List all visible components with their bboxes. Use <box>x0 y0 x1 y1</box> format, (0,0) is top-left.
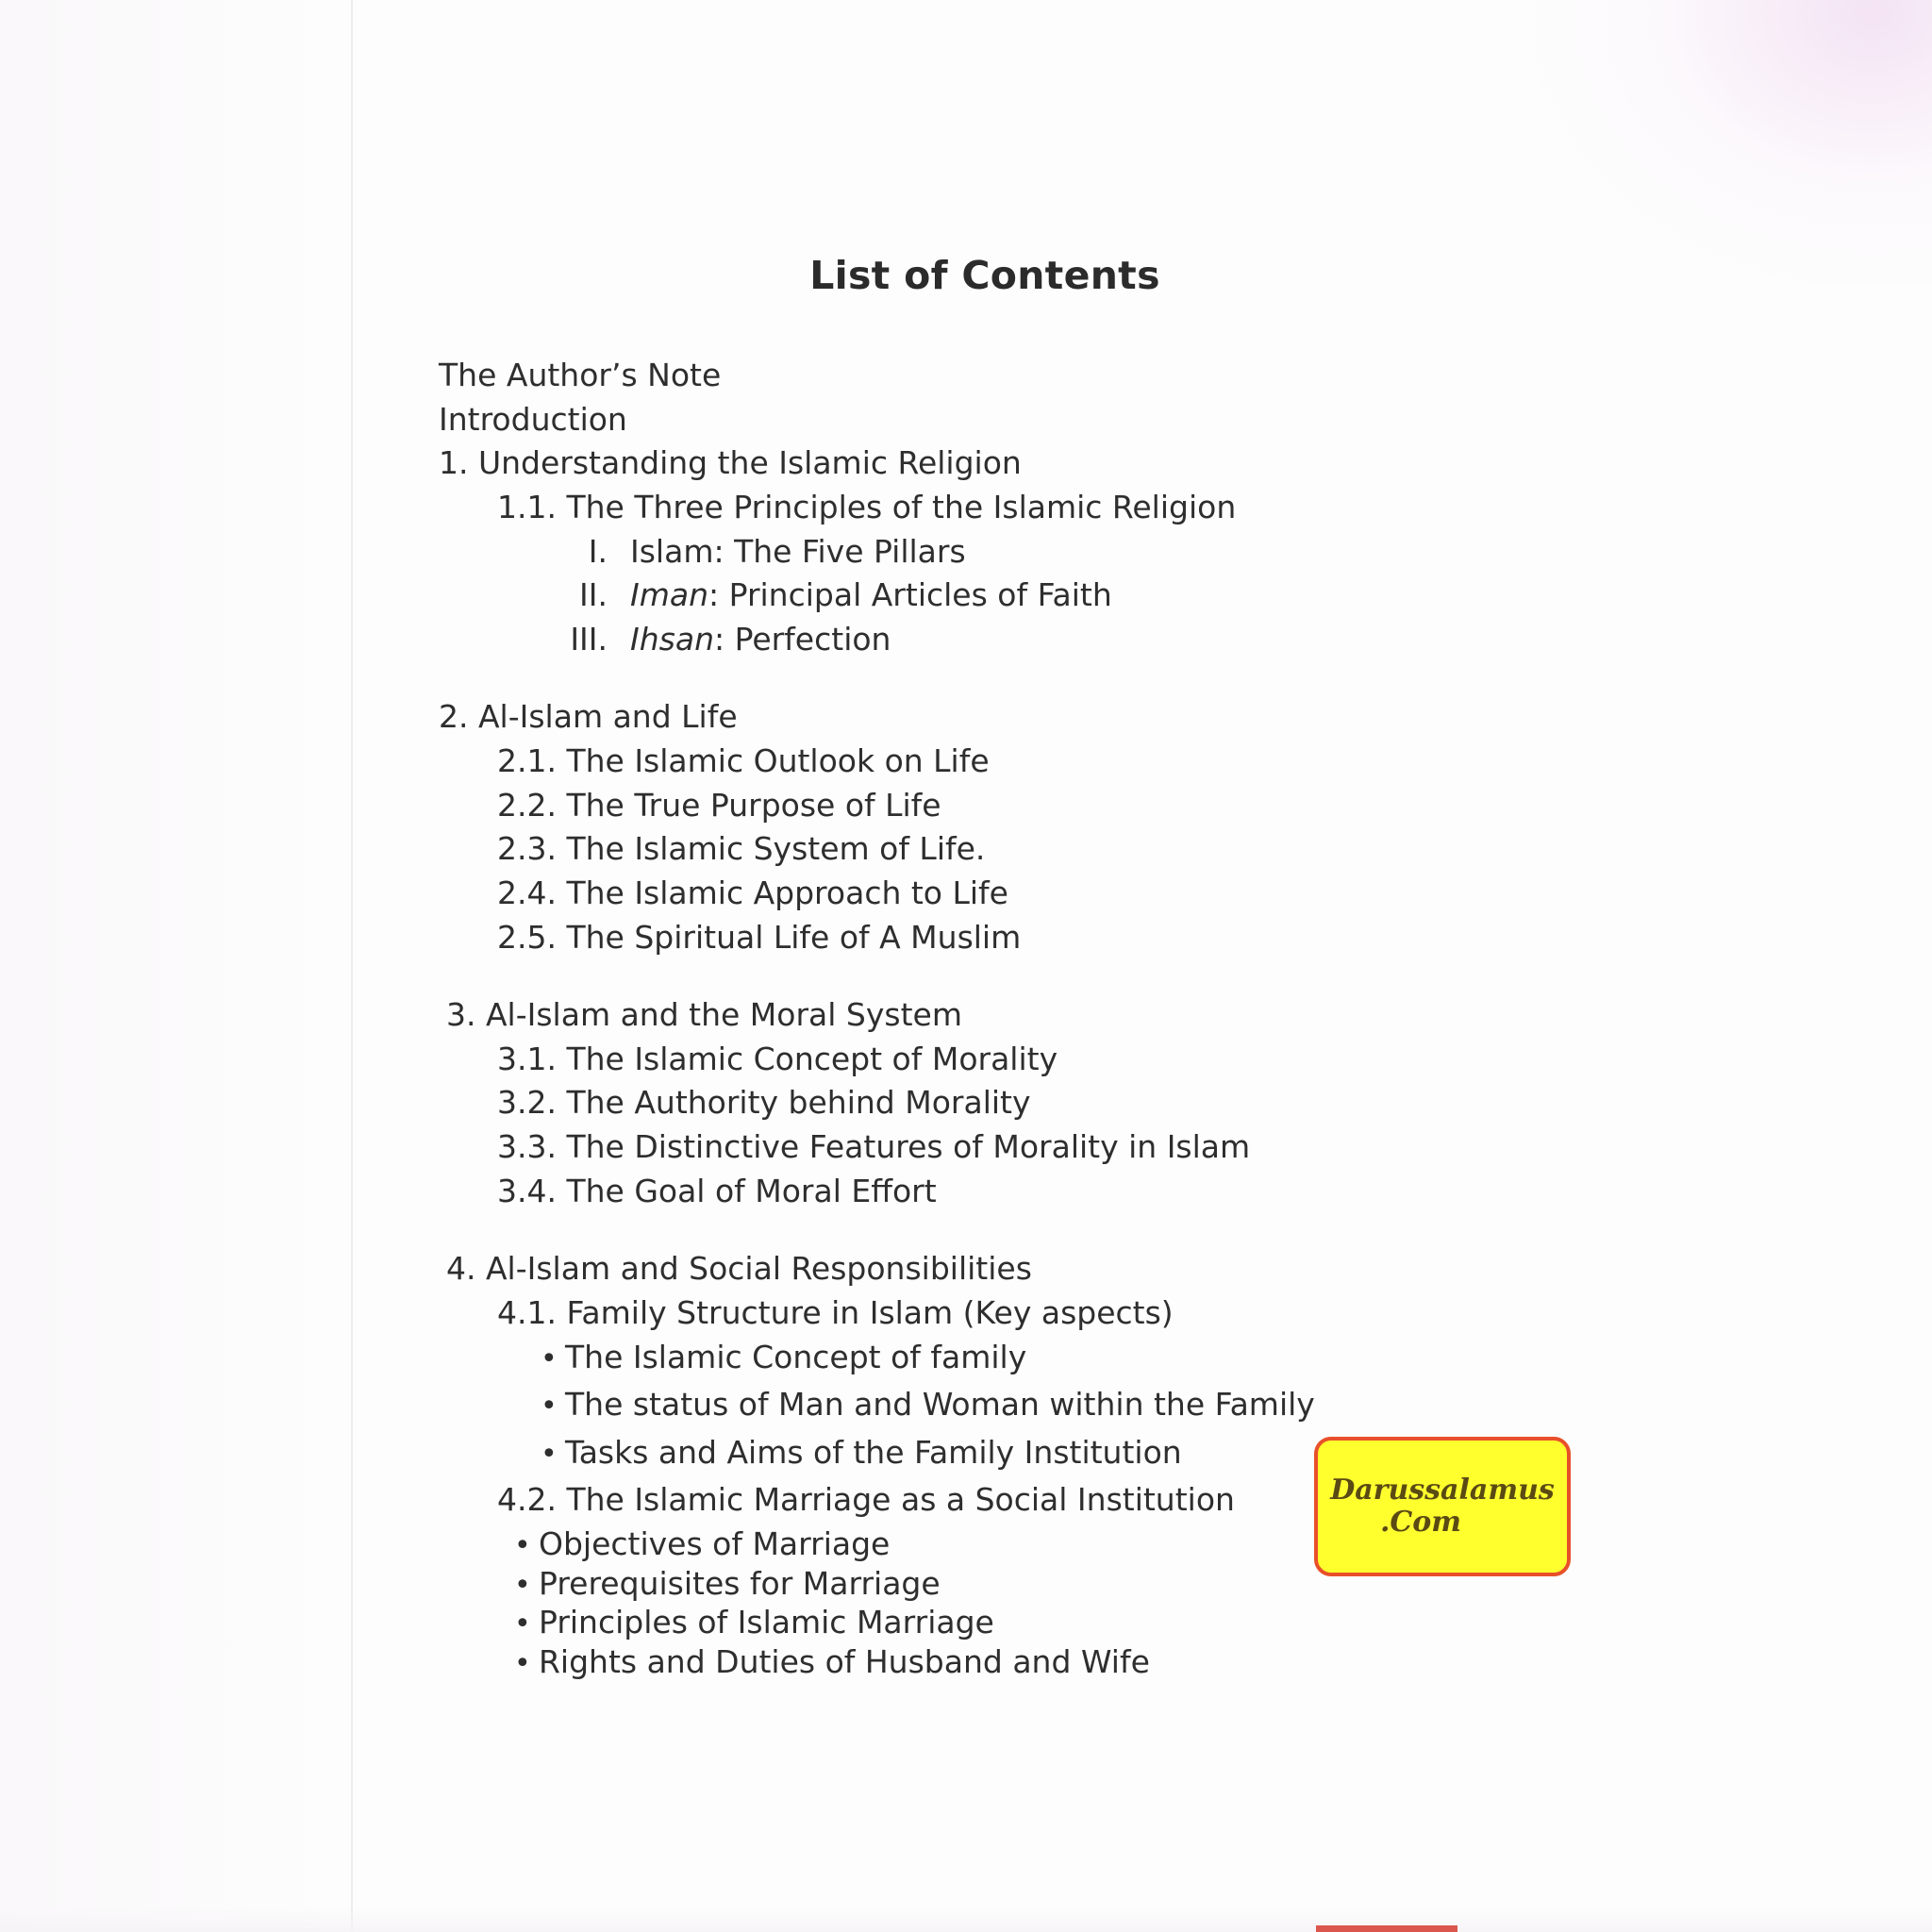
toc-bullet-item[interactable] <box>514 1564 1932 1602</box>
toc-entry[interactable]: 2.4. The Islamic Approach to Life <box>497 874 1008 911</box>
section-spacer <box>439 666 1932 700</box>
toc-entry[interactable]: 2.1. The Islamic Outlook on Life <box>497 742 990 779</box>
toc-entry[interactable]: 2.3. The Islamic System of Life. <box>497 830 986 868</box>
red-edge-mark <box>1316 1925 1457 1932</box>
bullet-icon: • <box>514 1607 531 1641</box>
toc-entry[interactable]: The Author’s Note <box>439 357 722 393</box>
toc-entry[interactable]: 3.4. The Goal of Moral Effort <box>497 1172 937 1209</box>
toc-roman-numeral: III. <box>570 620 608 658</box>
watermark-stamp <box>1314 1437 1571 1576</box>
watermark-line-1: Darussalamus <box>1330 1473 1555 1507</box>
toc-bullet-item[interactable] <box>514 1527 1932 1561</box>
toc-entry[interactable]: 3.1. The Islamic Concept of Morality <box>497 1040 1058 1077</box>
toc-entry-label: The status of Man and Woman within the Family <box>565 1386 1315 1424</box>
toc-entry[interactable]: 4.1. Family Structure in Islam (Key aspects) <box>497 1293 1174 1331</box>
toc-entry-label: Principles of Islamic Marriage <box>539 1604 994 1641</box>
bullet-icon: • <box>541 1437 558 1471</box>
toc-entry-label: Prerequisites for Marriage <box>539 1564 941 1602</box>
bullet-icon: • <box>514 1646 531 1680</box>
toc-roman-numeral: II. <box>579 576 608 614</box>
page-bottom-shading <box>0 1907 1932 1932</box>
bullet-icon: • <box>514 1529 531 1562</box>
toc-entry[interactable]: 3. Al-Islam and the Moral System <box>446 996 962 1034</box>
toc-entry[interactable]: 2.5. The Spiritual Life of A Muslim <box>497 918 1022 956</box>
watermark-line-2: .Com <box>1379 1506 1462 1539</box>
toc-entry-italic-term: Ihsan <box>630 620 714 658</box>
toc-entry[interactable]: 4. Al-Islam and Social Responsibilities <box>446 1250 1032 1288</box>
toc-bullet-item[interactable] <box>541 1338 1932 1375</box>
toc-entry[interactable]: 3.2. The Authority behind Morality <box>497 1084 1031 1122</box>
toc-entry[interactable]: 4.2. The Islamic Marriage as a Social Institution <box>497 1481 1235 1519</box>
bullet-icon: • <box>541 1390 558 1424</box>
bullet-icon: • <box>514 1568 531 1602</box>
page-title: List of Contents <box>809 253 1160 298</box>
toc-bullet-item[interactable] <box>541 1433 1932 1471</box>
toc-bullet-item[interactable] <box>541 1388 1932 1422</box>
section-spacer <box>439 964 1932 998</box>
toc-entry-label: : Perfection <box>713 620 891 658</box>
toc-entry-label: Tasks and Aims of the Family Institution <box>565 1433 1182 1471</box>
toc-entry[interactable]: 1.1. The Three Principles of the Islamic Religion <box>497 488 1237 525</box>
toc-entry-label: Islam: The Five Pillars <box>630 532 966 570</box>
toc-bullet-item[interactable] <box>514 1606 1932 1640</box>
toc-entry-roman[interactable] <box>547 620 1932 658</box>
toc-entry-label: : Principal Articles of Faith <box>708 576 1112 614</box>
toc-entry-label: Rights and Duties of Husband and Wife <box>539 1642 1150 1680</box>
toc-entry[interactable]: 2. Al-Islam and Life <box>439 698 738 736</box>
toc-entry-roman[interactable] <box>547 578 1932 612</box>
toc-entry[interactable]: 1. Understanding the Islamic Religion <box>439 444 1022 482</box>
toc-entry-label: Objectives of Marriage <box>539 1525 891 1562</box>
section-spacer <box>439 1218 1932 1252</box>
bullet-icon: • <box>541 1341 558 1375</box>
toc-entry[interactable]: Introduction <box>439 400 627 438</box>
table-of-contents <box>0 358 1932 1679</box>
toc-entry-label: The Islamic Concept of family <box>565 1338 1027 1375</box>
toc-bullet-item[interactable] <box>514 1642 1932 1680</box>
toc-entry[interactable]: 3.3. The Distinctive Features of Morality in Islam <box>497 1128 1251 1165</box>
toc-entry-roman[interactable] <box>547 532 1932 570</box>
toc-roman-numeral: I. <box>588 532 608 570</box>
toc-entry-italic-term: Iman <box>630 576 709 614</box>
toc-entry[interactable]: 2.2. The True Purpose of Life <box>497 786 941 824</box>
